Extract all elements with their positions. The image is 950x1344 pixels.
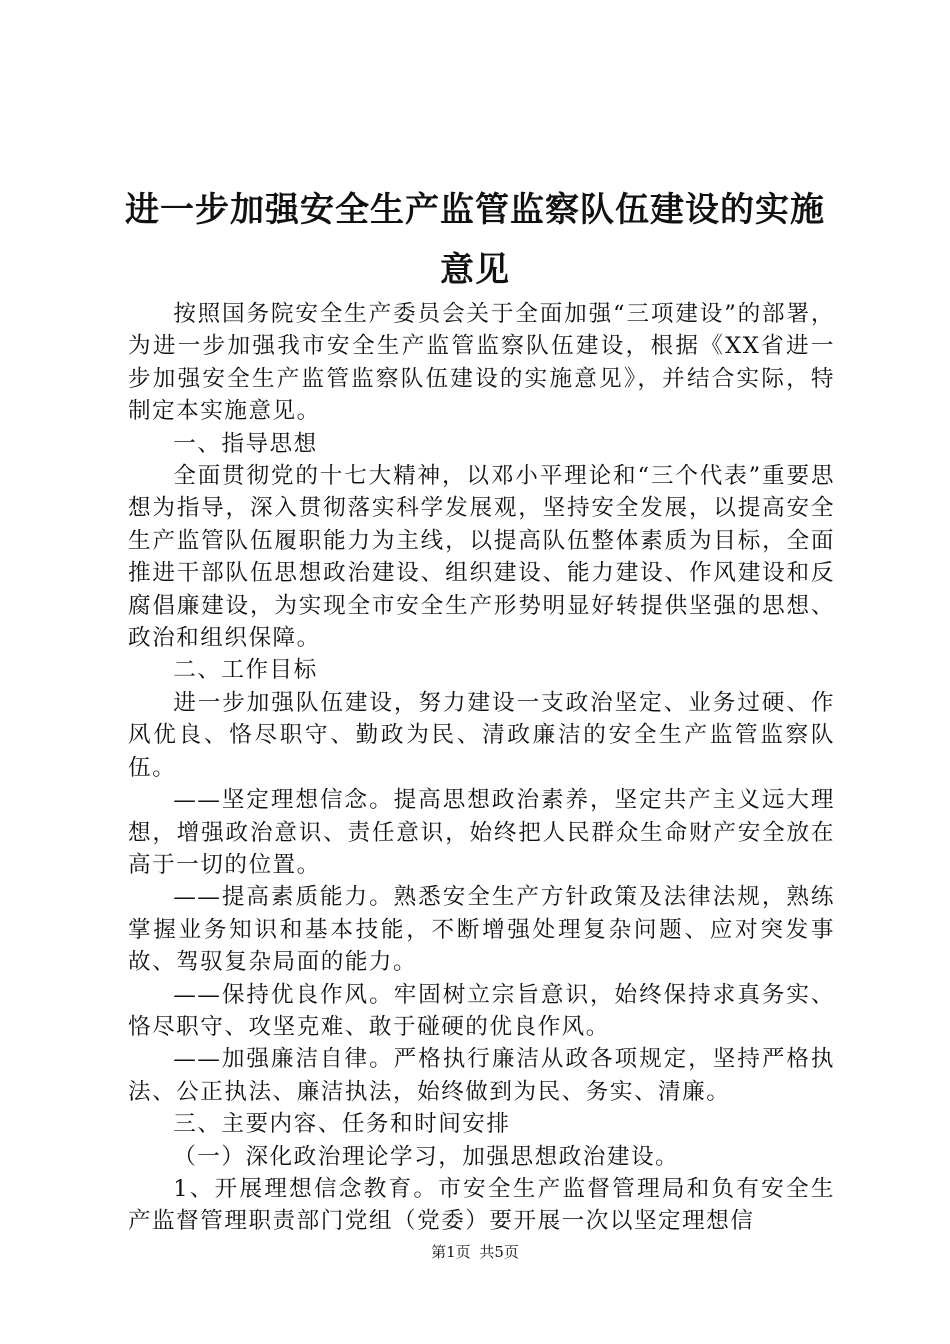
section-heading-3: 三、主要内容、任务和时间安排 (173, 1111, 511, 1138)
paragraph-goal-style: ——保持优良作风。牢固树立宗旨意识，始终保持求真务实、恪尽职守、攻坚克难、敢于碰硬的优良作风。 (128, 981, 835, 1040)
page-footer (0, 1242, 950, 1262)
document-body (128, 298, 835, 1238)
page-number-total: 共5页 (479, 1243, 519, 1261)
page-number-current: 第1页 (431, 1243, 471, 1261)
subsection-heading-1: （一）深化政治理论学习，加强思想政治建设。 (173, 1143, 680, 1170)
section-heading-2: 二、工作目标 (173, 657, 318, 684)
paragraph-item-1: 1、开展理想信念教育。市安全生产监督管理局和负有安全生产监督管理职责部门党组（党委）要开展一次以坚定理想信 (128, 1175, 835, 1235)
paragraph-goal-ideals: ——坚定理想信念。提高思想政治素养，坚定共产主义远大理想，增强政治意识、责任意识，始终把人民群众生命财产安全放在高于一切的位置。 (128, 787, 835, 878)
section-heading-1: 一、指导思想 (173, 430, 318, 457)
document-title-line-2: 意见 (440, 250, 510, 290)
paragraph-intro: 按照国务院安全生产委员会关于全面加强“三项建设”的部署，为进一步加强我市安全生产监管监察队伍建设，根据《XX省进一步加强安全生产监管监察队伍建设的实施意见》，并结合实际，特制定本实施意见。 (128, 301, 835, 425)
paragraph-goal-integrity: ——加强廉洁自律。严格执行廉洁从政各项规定，坚持严格执法、公正执法、廉洁执法，始终做到为民、务实、清廉。 (128, 1046, 835, 1105)
paragraph-work-goal: 进一步加强队伍建设，努力建设一支政治坚定、业务过硬、作风优良、恪尽职守、勤政为民、清政廉洁的安全生产监管监察队伍。 (128, 689, 835, 781)
document-title-line-1: 进一步加强安全生产监管监察队伍建设的实施 (125, 190, 825, 230)
paragraph-goal-ability: ——提高素质能力。熟悉安全生产方针政策及法律法规，熟练掌握业务知识和基本技能，不断增强处理复杂问题、应对突发事故、驾驭复杂局面的能力。 (128, 884, 835, 976)
paragraph-guiding-thought: 全面贯彻党的十七大精神，以邓小平理论和“三个代表”重要思想为指导，深入贯彻落实科学发展观，坚持安全发展，以提高安全生产监管队伍履职能力为主线，以提高队伍整体素质为目标，全面推进干部队伍思想政治建设、组织建设、能力建设、作风建设和反腐倡廉建设，为实现全市安全生产形势明显好转提供坚强的思想、政治和组织保障。 (128, 463, 835, 652)
